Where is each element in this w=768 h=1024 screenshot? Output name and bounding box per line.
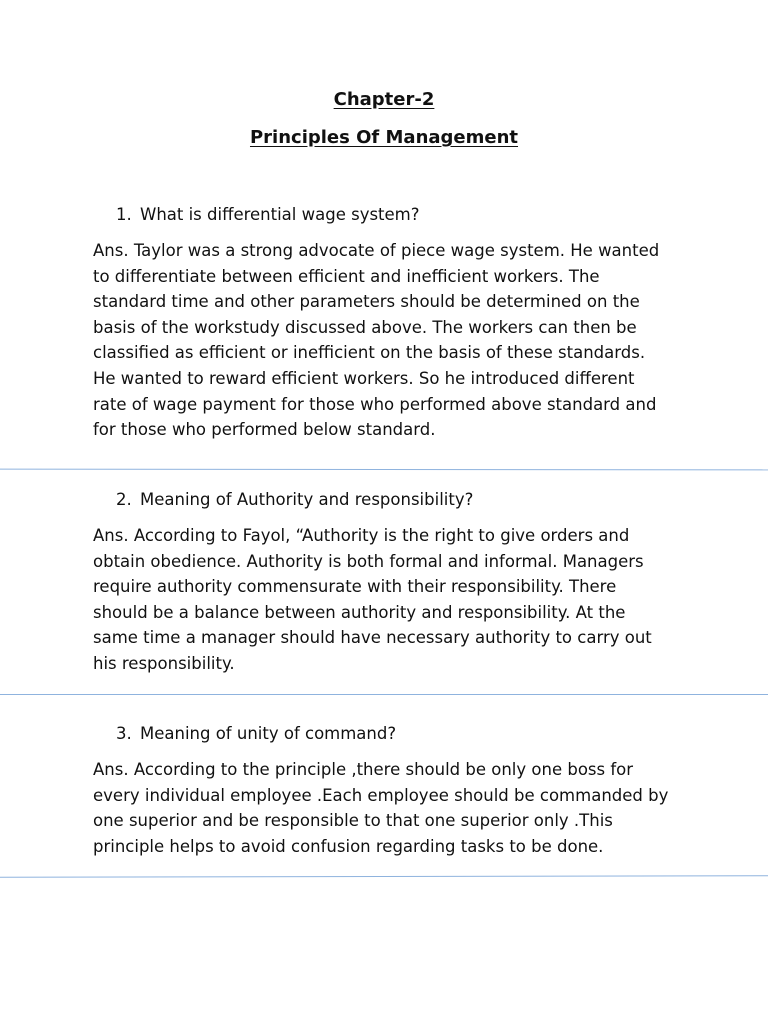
- answer-line: principle helps to avoid confusion regarding tasks to be done.: [93, 836, 604, 856]
- answer-line: to differentiate between efficient and inefficient workers. The: [93, 266, 600, 286]
- question-number: 2.: [116, 490, 132, 509]
- answer-line: classified as efficient or inefficient on the basis of these standards.: [93, 343, 646, 363]
- answer-line: Ans. Taylor was a strong advocate of piece wage system. He wanted: [93, 241, 660, 260]
- question-text: Meaning of unity of command?: [140, 724, 397, 743]
- question-1: [116, 205, 420, 224]
- answer-line: standard time and other parameters should be determined on the: [93, 292, 640, 312]
- answer-1: [93, 238, 693, 443]
- chapter-title: Chapter-2: [333, 89, 435, 110]
- answer-line: basis of the workstudy discussed above. The workers can then be: [93, 317, 637, 337]
- section-divider: [0, 469, 768, 471]
- answer-line: for those who performed below standard.: [93, 420, 436, 440]
- answer-line: one superior and be responsible to that one superior only .This: [93, 811, 613, 831]
- answer-line: his responsibility.: [93, 653, 235, 673]
- answer-line: obtain obedience. Authority is both formal and informal. Managers: [93, 551, 644, 571]
- subject-title: Principles Of Management: [249, 127, 519, 148]
- answer-line: rate of wage payment for those who performed above standard and: [93, 394, 657, 414]
- question-number: 1.: [116, 205, 132, 224]
- question-3: [116, 724, 396, 743]
- answer-line: same time a manager should have necessary authority to carry out: [93, 628, 652, 648]
- question-text: What is differential wage system?: [140, 205, 420, 224]
- section-divider: [0, 875, 768, 878]
- question-text: Meaning of Authority and responsibility?: [140, 490, 474, 509]
- question-number: 3.: [116, 724, 132, 743]
- answer-line: should be a balance between authority and responsibility. At the: [93, 602, 626, 622]
- answer-line: Ans. According to the principle ,there should be only one boss for: [93, 760, 634, 779]
- answer-line: require authority commensurate with their responsibility. There: [93, 577, 617, 597]
- answer-3: [93, 757, 693, 859]
- question-2: [116, 490, 473, 509]
- answer-line: He wanted to reward efficient workers. So he introduced different: [93, 368, 635, 388]
- answer-2: [93, 523, 693, 677]
- answer-line: every individual employee .Each employee should be commanded by: [93, 785, 669, 805]
- section-divider: [0, 694, 768, 695]
- answer-line: Ans. According to Fayol, “Authority is the right to give orders and: [93, 526, 630, 545]
